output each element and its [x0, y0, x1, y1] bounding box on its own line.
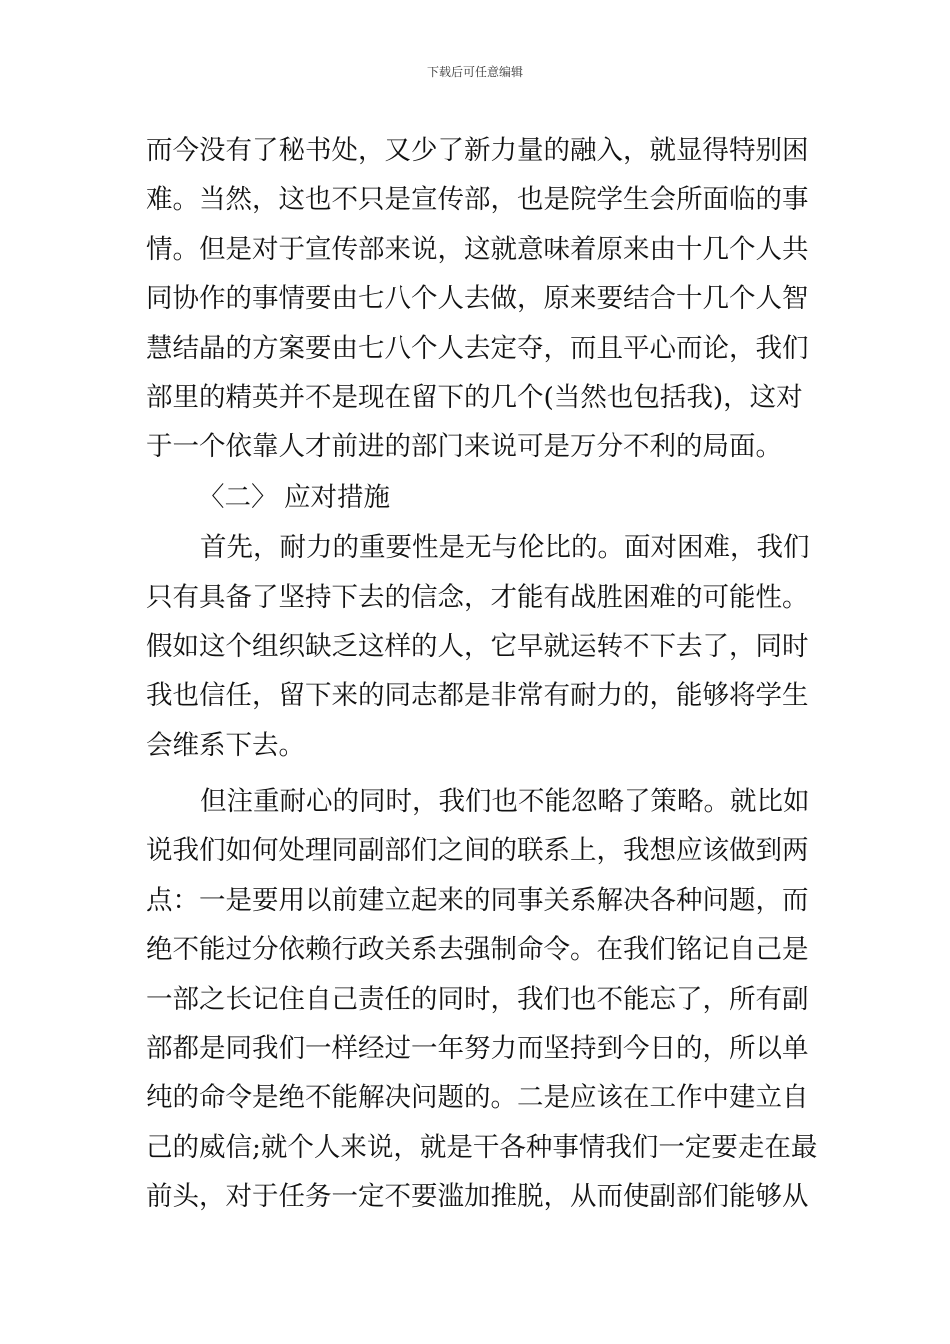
text-line: 假如这个组织缺乏这样的人，它早就运转不下去了，同时 — [146, 630, 809, 662]
text-line: 前头，对于任务一定不要滥加推脱，从而使副部们能够从 — [146, 1181, 809, 1213]
text-line: 部里的精英并不是现在留下的几个(当然也包括我)，这对 — [146, 381, 803, 413]
document-body — [146, 126, 818, 1222]
text-line: 慧结晶的方案要由七八个人去定夺，而且平心而论，我们 — [146, 332, 809, 364]
text-line: 于一个依靠人才前进的部门来说可是万分不利的局面。 — [146, 431, 782, 463]
text-line: 难。当然，这也不只是宣传部，也是院学生会所面临的事 — [146, 184, 809, 216]
paragraph-2 — [146, 523, 808, 770]
text-line: 己的威信;就个人来说，就是干各种事情我们一定要走在最 — [146, 1131, 818, 1163]
text-line: 我也信任，留下来的同志都是非常有耐力的，能够将学生 — [146, 680, 809, 712]
text-line: 说我们如何处理同副部们之间的联系上，我想应该做到两 — [146, 835, 809, 867]
paragraph-3 — [146, 777, 818, 1222]
text-line: 点：一是要用以前建立起来的同事关系解决各种问题，而 — [146, 884, 809, 916]
text-line: 同协作的事情要由七八个人去做，原来要结合十几个人智 — [146, 283, 809, 315]
section-title: 应对措施 — [284, 481, 390, 513]
section-number: 〈二〉 — [198, 481, 278, 513]
text-line: 情。但是对于宣传部来说，这就意味着原来由十几个人共 — [146, 233, 809, 265]
paragraph-1 — [146, 126, 808, 472]
section-heading — [146, 473, 808, 522]
text-line: 但注重耐心的同时，我们也不能忽略了策略。就比如 — [200, 786, 810, 818]
text-line: 而今没有了秘书处，又少了新力量的融入，就显得特别困 — [146, 135, 809, 166]
text-line: 纯的命令是绝不能解决问题的。二是应该在工作中建立自 — [146, 1082, 809, 1114]
page-header: 下载后可任意编辑 — [426, 65, 523, 79]
text-line: 绝不能过分依赖行政关系去强制命令。在我们铭记自己是 — [146, 934, 809, 966]
text-line: 部都是同我们一样经过一年努力而坚持到今日的，所以单 — [146, 1033, 809, 1065]
text-line: 一部之长记住自己责任的同时，我们也不能忘了，所有副 — [146, 983, 809, 1015]
text-line: 只有具备了坚持下去的信念，才能有战胜困难的可能性。 — [146, 581, 809, 613]
text-line: 会维系下去。 — [146, 729, 305, 761]
text-line: 首先，耐力的重要性是无与伦比的。面对困难，我们 — [200, 532, 810, 564]
